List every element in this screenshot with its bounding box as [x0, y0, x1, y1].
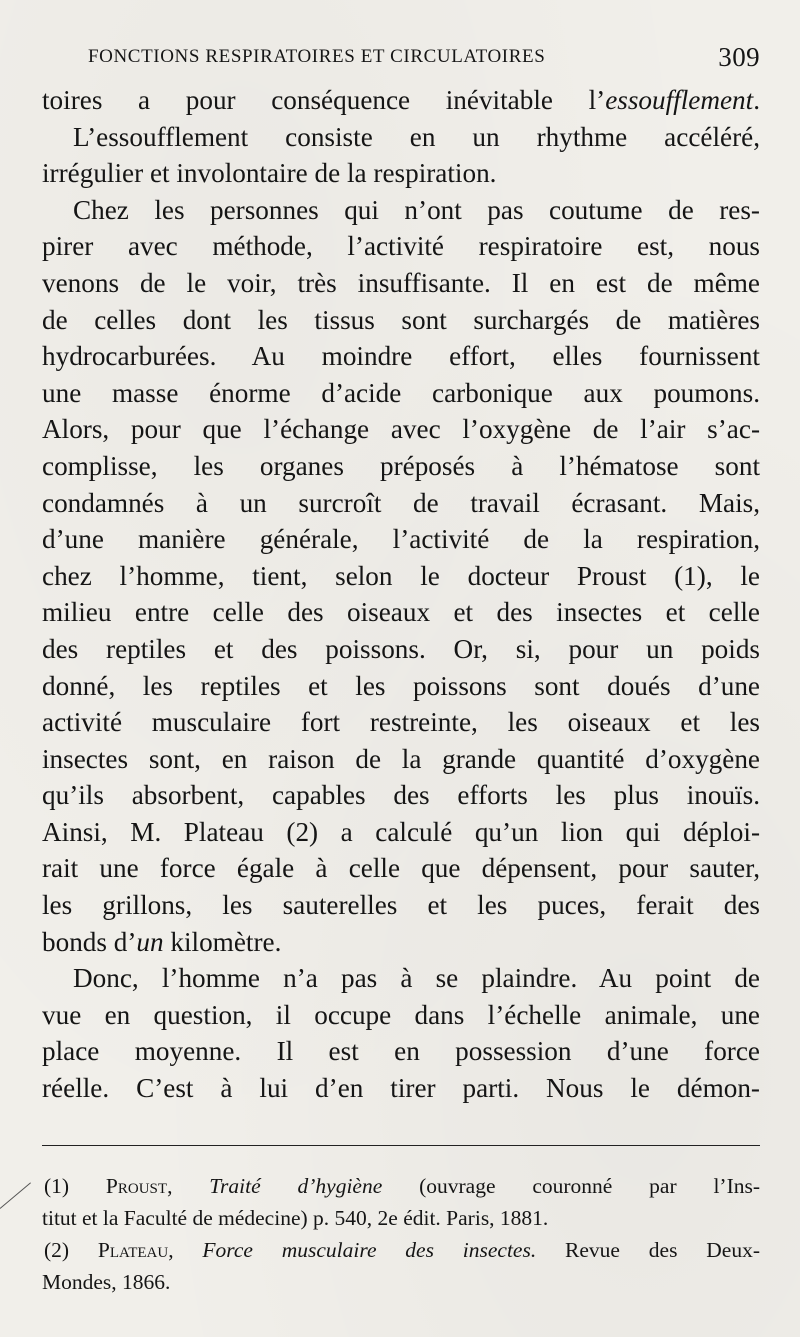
text-line: activité musculaire fort restreinte, les oiseaux et les	[42, 707, 760, 738]
footnote-title: Traité d’hygiène	[209, 1174, 383, 1198]
text-line: Chez les personnes qui n’ont pas coutume de res-	[73, 194, 760, 225]
text-line: complisse, les organes préposés à l’hématose sont	[42, 450, 760, 481]
text-line: place moyenne. Il est en possession d’une force	[42, 1036, 760, 1067]
text-line: Ainsi, M. Plateau (2) a calculé qu’un lion qui déploi-	[42, 816, 760, 847]
footnote-author: Plateau	[97, 1238, 169, 1262]
text-line: pirer avec méthode, l’activité respiratoire est, nous	[42, 231, 760, 262]
text-line: qu’ils absorbent, capables des efforts les plus inouïs.	[42, 780, 760, 811]
text-line: Donc, l’homme n’a pas à se plaindre. Au point de	[73, 963, 760, 994]
running-head	[88, 42, 760, 72]
text-line: chez l’homme, tient, selon le docteur Proust (1), le	[42, 560, 760, 591]
footnote-1: (1) Proust, Traité d’hygiène (ouvrage couronné par l’Ins-	[44, 1174, 761, 1198]
text-line: toires a pour conséquence inévitable l’essoufflement.	[42, 85, 760, 115]
text-line: donné, les reptiles et les poissons sont doués d’une	[42, 670, 760, 701]
body-text	[42, 82, 760, 1107]
text-line: des reptiles et des poissons. Or, si, pour un poids	[42, 633, 760, 664]
text-line: rait une force égale à celle que dépensent, pour sauter,	[42, 853, 760, 884]
text-line: L’essoufflement consiste en un rhythme accéléré,	[73, 121, 760, 152]
text-line: milieu entre celle des oiseaux et des insectes et celle	[42, 597, 760, 628]
text-line: les grillons, les sauterelles et les puces, ferait des	[42, 890, 760, 921]
footnote-marker: (2)	[44, 1238, 70, 1262]
text-line: Alors, pour que l’échange avec l’oxygène de l’air s’ac-	[42, 414, 760, 445]
text-line: d’une manière générale, l’activité de la respiration,	[42, 524, 760, 555]
text-line: irrégulier et involontaire de la respiration.	[42, 158, 497, 189]
text-line: bonds d’un kilomètre.	[42, 926, 282, 957]
page-number: 309	[718, 42, 760, 72]
text-line: vue en question, il occupe dans l’échelle animale, une	[42, 999, 760, 1030]
footnote-2-cont: Mondes, 1866.	[42, 1270, 171, 1294]
text-line: insectes sont, en raison de la grande quantité d’oxygène	[42, 743, 760, 774]
footnote-marker: (1)	[44, 1174, 70, 1198]
margin-pencil-mark	[0, 1182, 31, 1208]
footnote-2: (2) Plateau, Force musculaire des insectes. Revue des Deux-	[44, 1238, 761, 1262]
text-line: venons de le voir, très insuffisante. Il en est de même	[42, 267, 760, 298]
emphasis: essoufflement	[605, 85, 754, 115]
text-line: réelle. C’est à lui d’en tirer parti. Nous le démon-	[42, 1073, 760, 1104]
footnote-1-cont: titut et la Faculté de médecine) p. 540, 2e édit. Paris, 1881.	[42, 1206, 549, 1230]
emphasis: un	[136, 926, 164, 957]
running-head-title: FONCTIONS RESPIRATOIRES ET CIRCULATOIRES	[88, 46, 546, 67]
footnote-author: Proust	[105, 1174, 168, 1198]
footnotes	[42, 1170, 760, 1298]
text-line: de celles dont les tissus sont surchargés de matières	[42, 304, 760, 335]
text-line: une masse énorme d’acide carbonique aux poumons.	[42, 377, 760, 408]
footnote-title: Force musculaire des insectes.	[202, 1238, 537, 1262]
text-line: hydrocarburées. Au moindre effort, elles fournissent	[42, 341, 760, 372]
footnote-rule	[42, 1145, 760, 1146]
text-line: condamnés à un surcroît de travail écrasant. Mais,	[42, 487, 760, 518]
